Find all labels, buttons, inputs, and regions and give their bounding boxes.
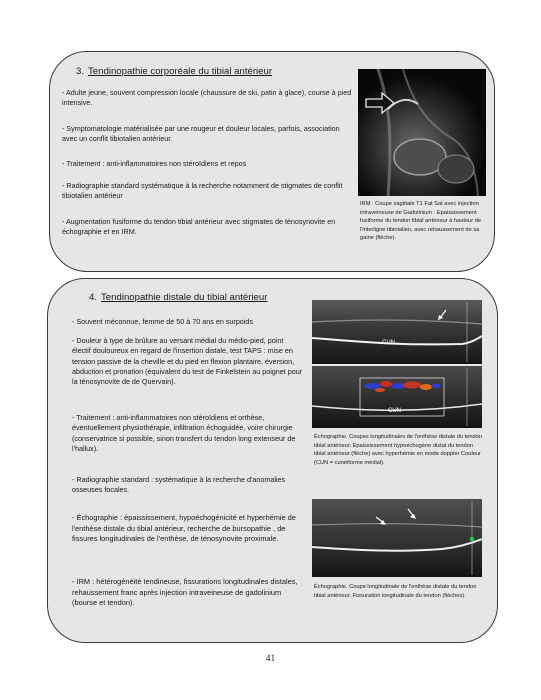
mri-caption: IRM : Coupe sagittale T1 Fat Sat avec injection intraveineuse de Gadolinium : Epaississement fusiforme du tendon tibial antérieur à hauteur de l'interligne tibiotalien, avec rehaussement de sa gaine (flèche). <box>360 201 482 242</box>
page-number: 41 <box>265 654 276 664</box>
us-label-cun: CUN <box>388 408 401 414</box>
us-label-cun: CUN <box>382 340 395 346</box>
ultrasound-caption-1: Échographie. Coupes longitudinales de l'enthèse distale du tendon tibial antérieur. Epaississement hypoéchogène distal du tendon tibial antérieur (flèche) avec hyperhémie en mode doppler Couleur (CUN = cunéiforme médial). <box>314 434 483 466</box>
section-3-heading: 3. Tendinopathie corporéale du tibial antérieur <box>76 66 273 77</box>
mri-image-drawing <box>358 69 486 196</box>
ultrasound-image-1 <box>312 300 482 364</box>
ultrasound-image-3 <box>312 499 482 577</box>
mri-image <box>358 69 486 196</box>
section-4-bullet: - Radiographie standard : systématique à la recherche d'anomalies osseuses focales. <box>72 475 286 495</box>
section-3-bullet: - Adulte jeune, souvent compression locale (chaussure de ski, patin à glace), course à pied intensive. <box>62 88 352 108</box>
section-3-bullet: - Augmentation fusiforme du tendon tibial antérieur avec stigmates de ténosynovite en échographie et en IRM. <box>62 217 336 237</box>
section-4-bullet: - Échographie : épaississement, hypoéchogénicité et hyperhémie de l'enthèse distale du tibial antérieur, recherche de bursopathie , de fissures longitudinales de l'enthèse, de ténosynovite proximale. <box>72 513 296 544</box>
section-4-bullet: - Traitement : anti-inflammatoires non stéroïdiens et orthèse, éventuellement physiothérapie, infiltration échoguidée, voire chirurgie (conservatrice si possible, sinon transfert du tendon long extenseur de l'hallux). <box>72 413 296 453</box>
ultrasound-caption-2: Échographie. Coupe longitudinale de l'enthèse distale du tendon tibial antérieur. Fissuration longitudinale du tendon (flèches). <box>314 584 477 599</box>
ultrasound-image-2 <box>312 366 482 428</box>
section-4-bullet: - Douleur à type de brûlure au versant médial du médio-pied, point électif douloureux en regard de l'insertion distale, test TAPS : mise en tension passive de la cheville et du pied en flexion plantaire, éversion, abduction et pronation (équivalent du test de Finkelstein au poignet pour la ténosynovite de de Quervain). <box>72 336 303 387</box>
section-3-bullet: - Radiographie standard systématique à la recherche notamment de stigmates de conflit tibiotalien antérieur <box>62 181 343 201</box>
section-4-heading: 4. Tendinopathie distale du tibial antérieur <box>89 292 268 303</box>
section-3-bullet: - Symptomatologie matérialisée par une rougeur et douleur locales, parfois, association avec un conflit tibiotalien antérieur. <box>62 124 340 144</box>
section-4-bullet: - IRM : hétérogénéité tendineuse, fissurations longitudinales distales, rehaussement franc après injection intraveineuse de gadolinium (bourse et tendon). <box>72 577 298 608</box>
section-4-bullet: - Souvent méconnue, femme de 50 à 70 ans en surpoids <box>72 317 253 326</box>
section-3-bullet: - Traitement : anti-inflammatoires non stéroïdiens et repos <box>62 159 247 168</box>
